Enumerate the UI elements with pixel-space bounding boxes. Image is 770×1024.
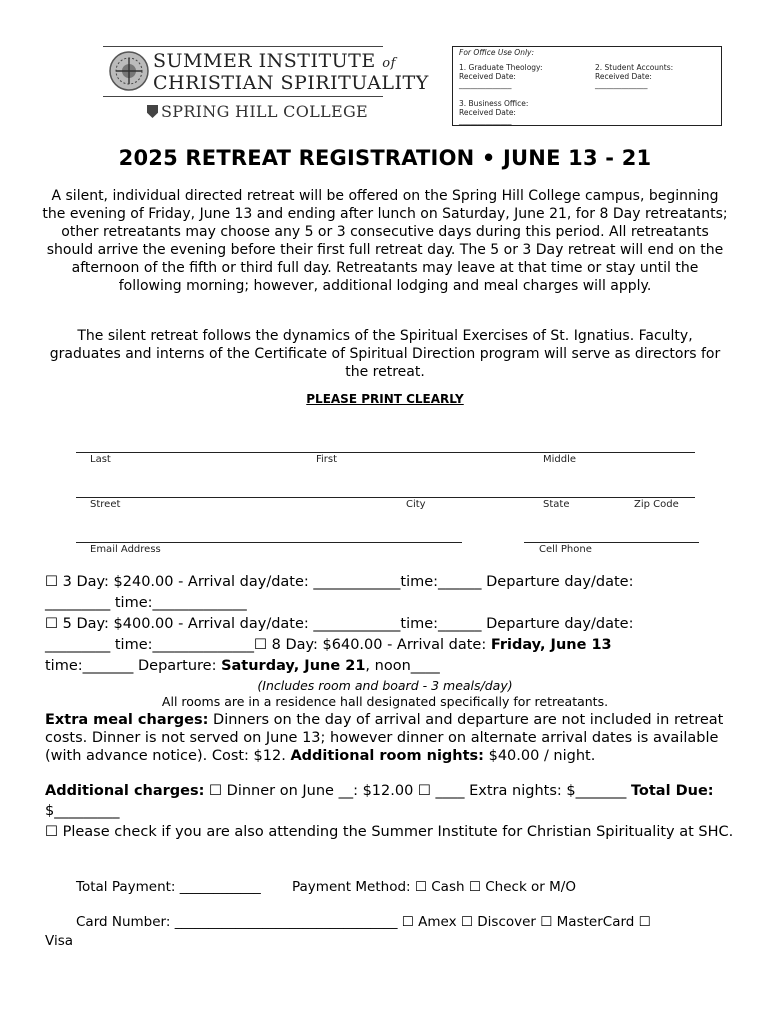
city-label: City: [406, 499, 426, 510]
last-name-label: Last: [90, 454, 111, 465]
dynamics-paragraph: The silent retreat follows the dynamics of the Spiritual Exercises of St. Ignatius. Faculty, graduates and interns of the Certificate of Spiritual Direction program will serve as directors for the retreat.: [49, 328, 721, 380]
email-field-line[interactable]: [76, 542, 462, 543]
first-name-label: First: [316, 454, 338, 465]
name-field-line[interactable]: [76, 452, 695, 453]
office-student-received: Received Date:: [595, 72, 652, 81]
office-graduate-received: Received Date:: [459, 72, 516, 81]
option-8-day-departure[interactable]: time:_______ Departure: Saturday, June 21, noon____: [45, 658, 440, 674]
address-field-line[interactable]: [76, 497, 695, 498]
intro-paragraph: A silent, individual directed retreat will be offered on the Spring Hill College campus, beginning the evening of Friday, June 13 and ending after lunch on Saturday, June 21, for 8 Day retreatants; other retreatants may choose any 5 or 3 consecutive days during this period. All retreatants should arrive the evening before their first full retreat day. The 5 or 3 Day retreat will end on the afternoon of the fifth or third full day. Retreatants may leave at that time or stay until the following morning; however, additional lodging and meal charges will apply.: [42, 188, 728, 294]
office-business-office: 3. Business Office:: [459, 99, 529, 108]
rooms-note: All rooms are in a residence hall designated specifically for retreatants.: [161, 694, 609, 709]
office-business-received: Received Date:: [459, 108, 516, 117]
institute-name-line2: CHRISTIAN SPIRITUALITY: [153, 72, 429, 94]
extra-meal-charges: Extra meal charges: Dinners on the day of arrival and departure are not included in retreat costs. Dinner is not served on June 13; however dinner on alternate arrival dates is available (with advance notice). Cost: $12. Additional room nights: $40.00 / night.: [45, 712, 724, 764]
institute-name-line1: SUMMER INSTITUTE of: [153, 50, 396, 72]
card-number-field[interactable]: Card Number: _________________________________ ☐ Amex ☐ Discover ☐ MasterCard ☐: [76, 914, 651, 930]
additional-charges[interactable]: Additional charges: ☐ Dinner on June __: $12.00 ☐ ____ Extra nights: $_______ Total Due: $_________: [45, 783, 714, 819]
payment-method-options[interactable]: Payment Method: ☐ Cash ☐ Check or M/O: [292, 879, 576, 895]
college-crest-icon: [147, 105, 158, 118]
option-5-day[interactable]: ☐ 5 Day: $400.00 - Arrival day/date: ____________time:______ Departure day/date:: [45, 616, 634, 632]
office-graduate-blank: ______________: [459, 80, 512, 89]
visa-label: Visa: [45, 933, 73, 949]
logo-top-rule: [103, 46, 383, 47]
logo-bottom-rule: [103, 96, 383, 97]
summer-institute-checkbox[interactable]: ☐ Please check if you are also attending the Summer Institute for Christian Spirituality at SHC.: [45, 824, 734, 840]
office-business-blank: ______________: [459, 116, 512, 125]
office-graduate-theology: 1. Graduate Theology:: [459, 63, 543, 72]
office-student-blank: ______________: [595, 80, 648, 89]
email-label: Email Address: [90, 544, 161, 555]
option-8-day[interactable]: _________ time:______________☐ 8 Day: $640.00 - Arrival date: Friday, June 13: [45, 637, 612, 653]
option-3-day-departure[interactable]: _________ time:_____________: [45, 595, 247, 611]
cell-phone-label: Cell Phone: [539, 544, 592, 555]
office-student-accounts: 2. Student Accounts:: [595, 63, 674, 72]
includes-note: (Includes room and board - 3 meals/day): [257, 678, 513, 693]
middle-name-label: Middle: [543, 454, 577, 465]
option-3-day[interactable]: ☐ 3 Day: $240.00 - Arrival day/date: ____________time:______ Departure day/date:: [45, 574, 634, 590]
institute-seal-icon: [108, 50, 150, 92]
state-label: State: [543, 499, 570, 510]
print-clearly-heading: PLEASE PRINT CLEARLY: [306, 392, 464, 406]
office-use-heading: For Office Use Only:: [459, 48, 534, 57]
college-name: SPRING HILL COLLEGE: [147, 102, 368, 121]
page-title: 2025 RETREAT REGISTRATION • JUNE 13 - 21: [118, 146, 652, 170]
cell-phone-field-line[interactable]: [524, 542, 699, 543]
zip-code-label: Zip Code: [634, 499, 679, 510]
office-use-box: [452, 46, 722, 126]
street-label: Street: [90, 499, 121, 510]
total-payment-field[interactable]: Total Payment: ____________: [76, 879, 261, 895]
